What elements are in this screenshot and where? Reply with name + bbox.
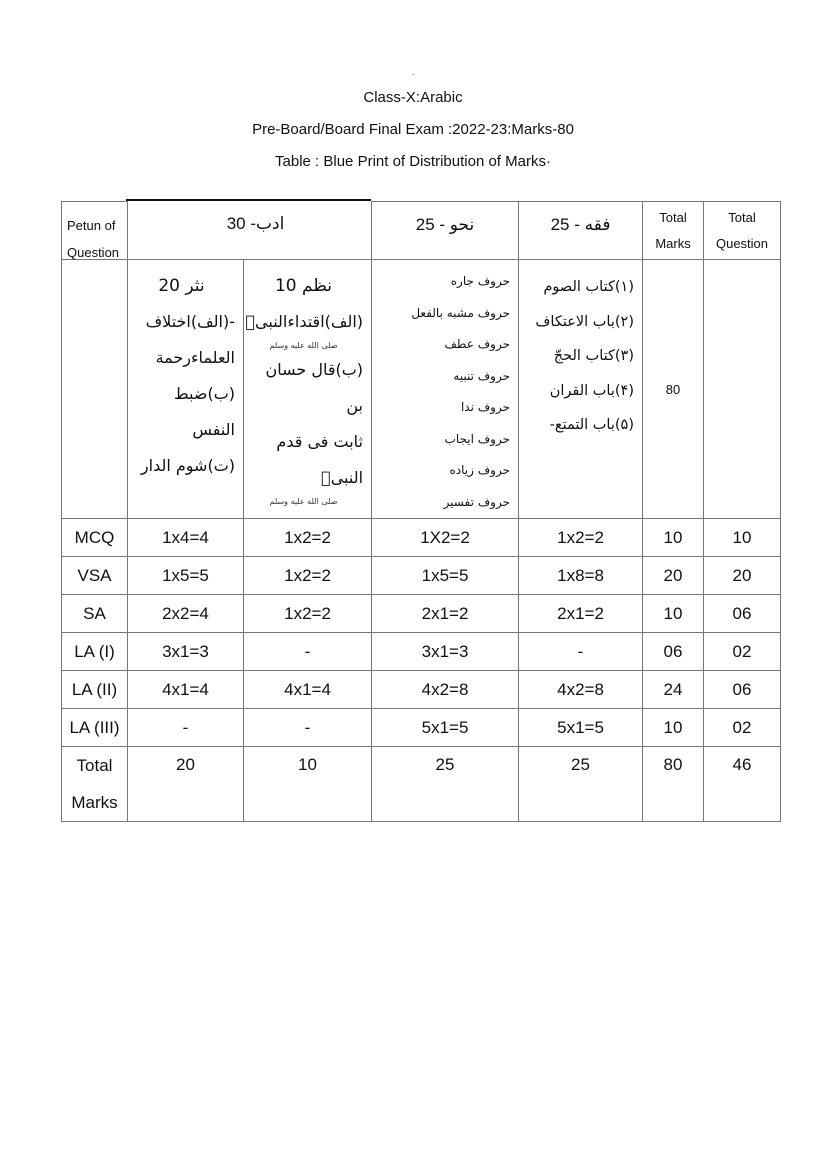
total-label: [62, 747, 128, 822]
nasr-value: 4x1=4: [128, 671, 244, 709]
fiqh-value: 1x2=2: [519, 519, 643, 557]
syllabus-total-questions: [704, 260, 781, 519]
nasr-title: نثر 20: [158, 276, 205, 296]
total-nasr: 20: [128, 747, 244, 822]
syllabus-row: [62, 260, 781, 519]
marks-value: 24: [643, 671, 704, 709]
fiqh-value: 5x1=5: [519, 709, 643, 747]
nahw-item: حروف عطف: [444, 337, 511, 351]
nazm-value: 1x2=2: [244, 557, 372, 595]
pattern-header-line2: Question: [67, 245, 120, 260]
row-label: SA: [62, 595, 128, 633]
fiqh-value: 2x1=2: [519, 595, 643, 633]
nazm-title: نظم 10: [274, 276, 333, 296]
nazm-line: (الف)اقتداءالنبیؐ: [245, 312, 364, 331]
marks-value: 06: [643, 633, 704, 671]
total-label-line2: Marks: [71, 793, 118, 812]
total-marks-header-line1: Total: [659, 209, 687, 225]
fiqh-cell: [519, 260, 643, 519]
nasr-line: -(الف)اختلاف: [145, 312, 235, 331]
total-marks-header: [643, 202, 704, 260]
row-label: LA (II): [62, 671, 128, 709]
marks-value: 10: [643, 709, 704, 747]
questions-value: 10: [704, 519, 781, 557]
table-row: [62, 633, 781, 671]
fiqh-header: [519, 202, 643, 260]
total-nahw: 25: [372, 747, 519, 822]
nasr-line: (ت)شوم الدار: [140, 456, 235, 475]
nazm-value: -: [244, 633, 372, 671]
nazm-value: 1x2=2: [244, 595, 372, 633]
row-label: VSA: [62, 557, 128, 595]
table-row: [62, 519, 781, 557]
nahw-cell: [372, 260, 519, 519]
fiqh-value: -: [519, 633, 643, 671]
nasr-value: 3x1=3: [128, 633, 244, 671]
nahw-item: حروف ندا: [460, 400, 511, 414]
total-nazm: 10: [244, 747, 372, 822]
nasr-value: -: [128, 709, 244, 747]
table-row: [62, 595, 781, 633]
total-label-line1: Total: [76, 756, 113, 775]
questions-value: 06: [704, 595, 781, 633]
total-marks-value: 80: [643, 747, 704, 822]
blueprint-table: [61, 201, 781, 822]
table-row: [62, 709, 781, 747]
nasr-line: العلماءرحمة: [155, 348, 235, 367]
marks-value: 20: [643, 557, 704, 595]
nahw-item: حروف مشبه بالفعل: [411, 305, 511, 320]
nasr-value: 2x2=4: [128, 595, 244, 633]
nahw-value: 4x2=8: [372, 671, 519, 709]
fiqh-value: 4x2=8: [519, 671, 643, 709]
nazm-value: 4x1=4: [244, 671, 372, 709]
table-row: [62, 557, 781, 595]
pattern-header-line1: Petun of: [67, 218, 116, 233]
nahw-header-label: نحو - 25: [415, 214, 475, 234]
fiqh-item: (۵)باب التمتع-: [549, 417, 635, 433]
nazm-cell: [244, 260, 372, 519]
questions-value: 20: [704, 557, 781, 595]
nazm-line: ثابت فی قدم النبیؐ: [276, 432, 364, 487]
nahw-value: 1X2=2: [372, 519, 519, 557]
nahw-item: حروف تنبیه: [453, 368, 511, 383]
nahw-item: حروف زیاده: [449, 463, 511, 477]
total-questions-header-line1: Total: [728, 209, 756, 225]
nahw-item: حروف جاره: [450, 274, 511, 288]
nasr-value: 1x5=5: [128, 557, 244, 595]
fiqh-item: (۴)باب القران: [549, 382, 635, 399]
fiqh-header-label: فقه - 25: [550, 214, 611, 234]
row-label: LA (I): [62, 633, 128, 671]
fiqh-item: (۳)کتاب الحجّ: [553, 348, 635, 364]
nazm-line: (ب)قال حسان بن: [265, 360, 364, 415]
syllabus-label-cell: [62, 260, 128, 519]
salutation-mark: صلى الله عليه وسلم: [269, 497, 338, 506]
salutation-mark: صلى الله عليه وسلم: [269, 341, 338, 350]
total-row: [62, 747, 781, 822]
fiqh-value: 1x8=8: [519, 557, 643, 595]
nasr-value: 1x4=4: [128, 519, 244, 557]
syllabus-total-marks: 80: [643, 260, 704, 519]
fiqh-item: (۲)باب الاعتکاف: [535, 313, 635, 330]
questions-value: 02: [704, 633, 781, 671]
questions-value: 06: [704, 671, 781, 709]
nahw-value: 3x1=3: [372, 633, 519, 671]
marks-value: 10: [643, 595, 704, 633]
total-questions-header: [704, 202, 781, 260]
table-caption: Table : Blue Print of Distribution of Marks·: [275, 153, 551, 170]
fiqh-item: (۱)کتاب الصوم: [543, 279, 635, 295]
nahw-value: 1x5=5: [372, 557, 519, 595]
questions-value: 02: [704, 709, 781, 747]
nazm-value: -: [244, 709, 372, 747]
row-label: MCQ: [62, 519, 128, 557]
nahw-value: 5x1=5: [372, 709, 519, 747]
header-row: [62, 202, 781, 260]
nahw-header: [372, 202, 519, 260]
page-tick-mark: -: [412, 70, 415, 79]
nasr-line: (ب)ضبط النفس: [173, 384, 235, 439]
row-label: LA (III): [62, 709, 128, 747]
nazm-value: 1x2=2: [244, 519, 372, 557]
nahw-item: حروف ایجاب: [444, 431, 511, 446]
pattern-header: [62, 202, 128, 260]
adab-header-label: ادب- 30: [226, 214, 285, 234]
nahw-item: حروف تفسیر: [443, 494, 511, 509]
total-questions-value: 46: [704, 747, 781, 822]
nasr-cell: [128, 260, 244, 519]
exam-title: Pre-Board/Board Final Exam :2022-23:Marks-80: [252, 121, 574, 138]
adab-header: [128, 202, 372, 260]
marks-value: 10: [643, 519, 704, 557]
table-row: [62, 671, 781, 709]
total-fiqh: 25: [519, 747, 643, 822]
nahw-value: 2x1=2: [372, 595, 519, 633]
total-questions-header-line2: Question: [715, 235, 769, 251]
class-title: Class-X:Arabic: [363, 89, 463, 106]
total-marks-header-line2: Marks: [655, 235, 691, 251]
